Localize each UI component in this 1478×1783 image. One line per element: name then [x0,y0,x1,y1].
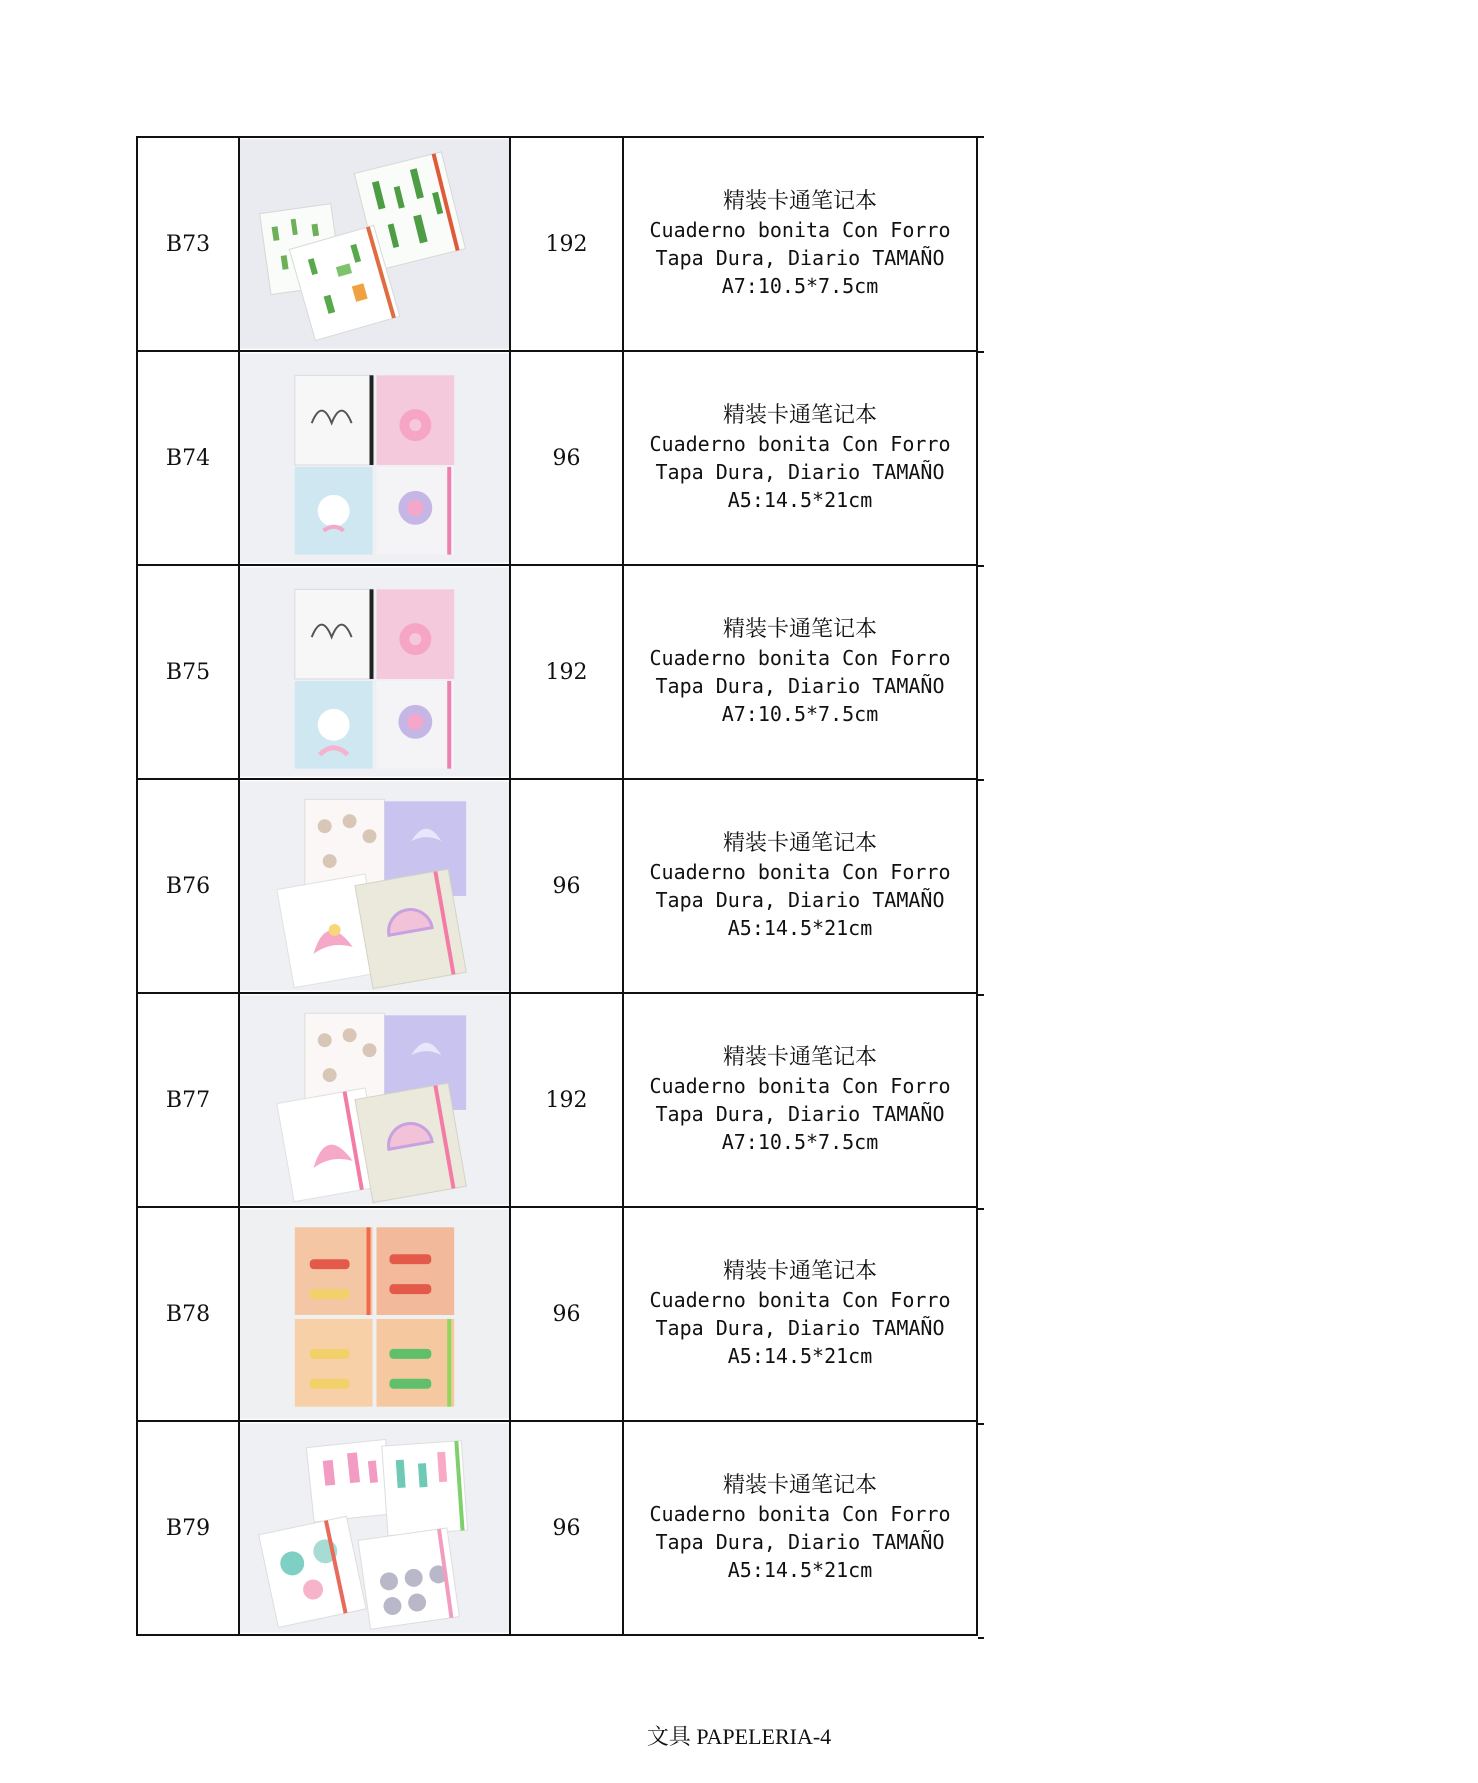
description-size: A7:10.5*7.5cm [721,702,879,726]
product-image-cell [239,993,510,1207]
description-line-1: Cuaderno bonita Con Forro [649,432,951,456]
product-code: B74 [137,351,239,565]
notebook-icon [355,1083,466,1202]
column-divider-stub [978,136,984,138]
product-code: B73 [137,137,239,351]
description-line-2: Tapa Dura, Diario TAMAÑO [655,246,945,270]
product-image-cell [239,1207,510,1421]
description-line-1: Cuaderno bonita Con Forro [649,1502,951,1526]
description-chinese: 精装卡通笔记本 [722,1045,877,1070]
notebook-icon [355,869,466,988]
page-count: 192 [510,993,623,1207]
product-description [623,779,977,993]
description-size: A5:14.5*21cm [727,916,873,940]
column-divider-stub [978,351,984,353]
description-line-2: Tapa Dura, Diario TAMAÑO [655,1102,945,1126]
table-row [137,137,977,351]
description-line-1: Cuaderno bonita Con Forro [649,1288,951,1312]
column-divider-stub [978,1637,984,1639]
table-row [137,993,977,1207]
product-description [623,137,977,351]
description-size: A5:14.5*21cm [727,488,873,512]
product-photo [240,995,509,1205]
notebook-icon [259,1516,366,1627]
product-code: B76 [137,779,239,993]
description-size: A7:10.5*7.5cm [721,1130,879,1154]
description-size: A7:10.5*7.5cm [721,274,879,298]
description-chinese: 精装卡通笔记本 [722,1473,877,1498]
column-divider-stub [978,994,984,996]
table-row [137,779,977,993]
description-line-2: Tapa Dura, Diario TAMAÑO [655,888,945,912]
description-chinese: 精装卡通笔记本 [722,403,877,428]
product-code: B75 [137,565,239,779]
product-code: B78 [137,1207,239,1421]
page-count: 96 [510,1207,623,1421]
product-photo [240,1209,509,1419]
product-description [623,351,977,565]
description-line-2: Tapa Dura, Diario TAMAÑO [655,460,945,484]
product-photo [240,139,509,349]
table-row [137,1421,977,1635]
table-row [137,351,977,565]
notebook-icon [376,1319,454,1407]
notebook-icon [305,1013,385,1103]
product-photo [240,567,509,777]
description-line-2: Tapa Dura, Diario TAMAÑO [655,1530,945,1554]
product-photo [240,1423,509,1633]
description-chinese: 精装卡通笔记本 [722,1259,877,1284]
product-description [623,1207,977,1421]
description-line-1: Cuaderno bonita Con Forro [649,1074,951,1098]
description-line-1: Cuaderno bonita Con Forro [649,218,951,242]
notebook-icon [306,1439,393,1522]
notebook-icon [295,1227,373,1315]
page-count: 96 [510,351,623,565]
page-count: 96 [510,779,623,993]
page-footer: 文具 PAPELERIA-4 [646,1724,832,1749]
page-count: 192 [510,137,623,351]
notebook-icon [295,1319,373,1407]
product-photo [240,781,509,991]
product-image-cell [239,351,510,565]
notebook-icon [376,1227,454,1315]
table-row [137,565,977,779]
description-line-2: Tapa Dura, Diario TAMAÑO [655,1316,945,1340]
page-count: 192 [510,565,623,779]
product-description [623,993,977,1207]
description-size: A5:14.5*21cm [727,1344,873,1368]
page-count: 96 [510,1421,623,1635]
description-line-2: Tapa Dura, Diario TAMAÑO [655,674,945,698]
notebook-icon [305,799,385,889]
product-code: B79 [137,1421,239,1635]
product-photo [240,353,509,563]
column-divider-stub [978,779,984,781]
product-code: B77 [137,993,239,1207]
description-chinese: 精装卡通笔记本 [722,831,877,856]
product-table [136,136,978,1636]
column-divider-stub [978,565,984,567]
description-line-1: Cuaderno bonita Con Forro [649,860,951,884]
product-description [623,565,977,779]
description-size: A5:14.5*21cm [727,1558,873,1582]
table-row [137,1207,977,1421]
column-divider-stub [978,1208,984,1210]
description-line-1: Cuaderno bonita Con Forro [649,646,951,670]
notebook-icon [358,1528,459,1629]
column-divider-stub [978,1423,984,1425]
description-chinese: 精装卡通笔记本 [722,189,877,214]
product-image-cell [239,779,510,993]
notebook-icon [382,1441,468,1536]
product-image-cell [239,1421,510,1635]
product-description [623,1421,977,1635]
product-image-cell [239,137,510,351]
product-image-cell [239,565,510,779]
description-chinese: 精装卡通笔记本 [722,617,877,642]
